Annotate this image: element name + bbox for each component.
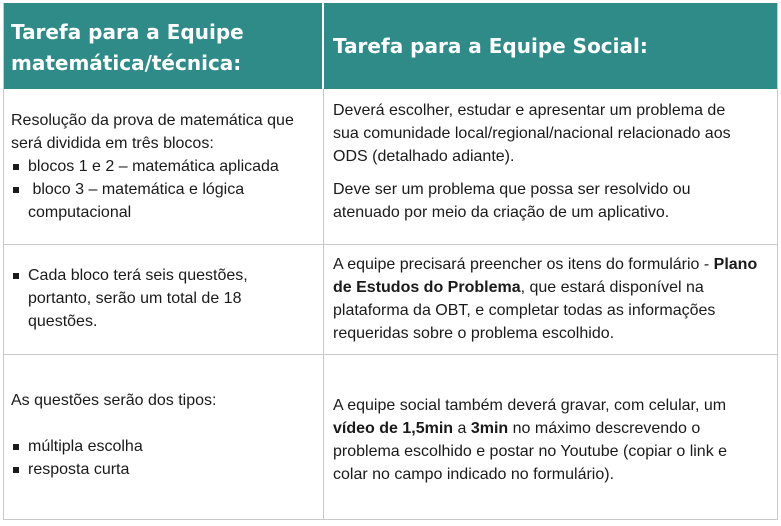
row3-social-bold-1: vídeo de 1,5min	[333, 420, 454, 437]
row-divider-1	[3, 244, 778, 245]
row1-math-intro: Resolução da prova de matemática que será dividida em três blocos:	[11, 112, 294, 152]
row2-math-cell	[3, 264, 324, 333]
row2-social-text	[333, 253, 773, 345]
row3-social-bold-2: 3min	[470, 420, 509, 437]
row-divider-2	[3, 354, 778, 355]
header-social-team	[324, 3, 778, 89]
row3-social-text-3: no máximo descrevendo o problema escolhido e postar no Youtube (copiar o link e colar no campo indicado no formulário).	[333, 420, 728, 483]
row2-social-text-1: A equipe precisará preencher os itens do formulário -	[333, 256, 714, 273]
row3-social-text	[333, 394, 753, 486]
row3-math-bullet-2: resposta curta	[11, 458, 324, 481]
row2-social-text-2: , que estará disponível na plataforma da OBT, e completar todas as informações requeridas sobre o problema escolhido.	[333, 279, 716, 342]
row2-social-cell	[324, 253, 778, 345]
row3-math-bullet-1: múltipla escolha	[11, 435, 324, 458]
header-social-team-title: Tarefa para a Equipe Social:	[333, 34, 648, 58]
row1-social-p1: Deverá escolher, estudar e apresentar um problema de sua comunidade local/regional/nacional relacionado aos ODS (detalhado adiante).	[333, 102, 731, 165]
row1-social-p2: Deve ser um problema que possa ser resolvido ou atenuado por meio da criação de um aplicativo.	[333, 181, 691, 221]
row3-social-cell	[324, 394, 778, 486]
row3-social-text-2: a	[453, 420, 471, 437]
row2-social-bold: Plano de Estudos do Problema	[333, 256, 758, 296]
row3-math-intro: As questões serão dos tipos:	[11, 392, 217, 409]
header-math-team-line1: Tarefa para a Equipe	[11, 20, 244, 44]
header-math-team-line2: matemática/técnica:	[11, 51, 242, 75]
row3-math-cell	[3, 389, 324, 481]
header-math-team	[3, 3, 322, 89]
row1-math-cell	[3, 109, 324, 224]
row1-social-cell	[324, 99, 778, 224]
row2-math-bullet: Cada bloco terá seis questões, portanto, serão um total de 18 questões.	[11, 264, 278, 333]
row3-social-text-1: A equipe social também deverá gravar, com celular, um	[333, 397, 727, 414]
team-tasks-table	[3, 3, 778, 520]
row1-math-bullet-2: bloco 3 – matemática e lógica computacional	[11, 178, 278, 224]
row1-math-bullet-1: blocos 1 e 2 – matemática aplicada	[11, 155, 324, 178]
